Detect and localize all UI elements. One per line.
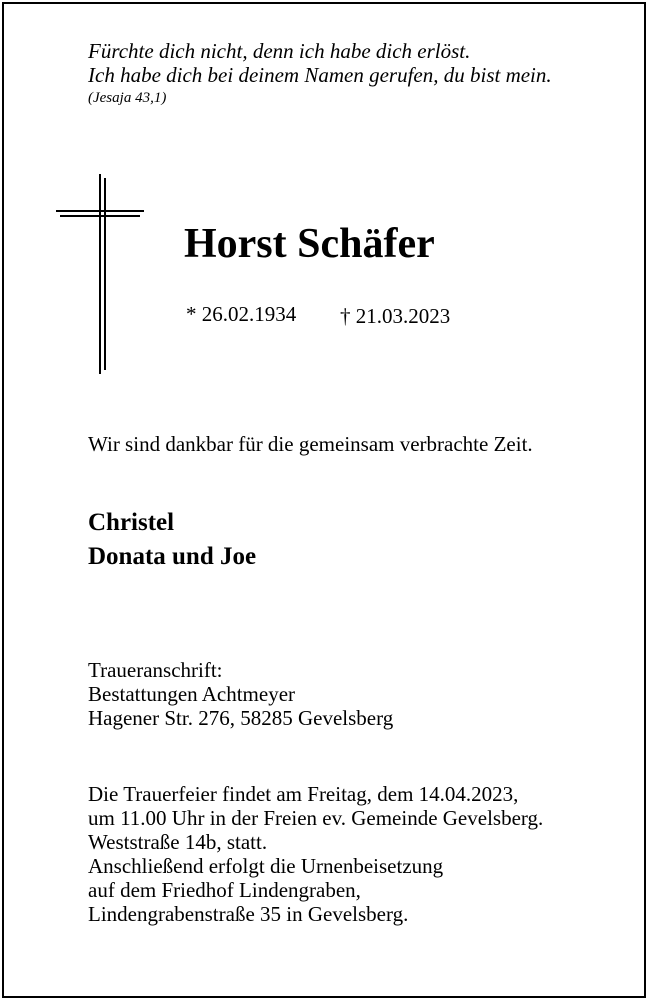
address-line: Hagener Str. 276, 58285 Gevelsberg — [88, 706, 394, 730]
family-names — [88, 506, 256, 574]
service-line: Weststraße 14b, statt. — [88, 830, 268, 854]
family-member: Donata und Joe — [88, 543, 257, 570]
service-line: Anschließend erfolgt die Urnenbeisetzung — [88, 854, 444, 878]
service-line: Die Trauerfeier findet am Freitag, dem 14.04.2023, — [88, 782, 519, 806]
address-line: Traueranschrift: — [88, 658, 223, 682]
cross-vertical-bar — [99, 174, 101, 374]
verse-line: Ich habe dich bei deinem Namen gerufen, du bist mein. — [88, 63, 552, 87]
birth-date: * 26.02.1934 — [186, 302, 297, 326]
cross-vertical-bar — [104, 178, 106, 370]
family-member: Christel — [88, 509, 175, 536]
mourning-address — [88, 658, 393, 730]
latin-cross-icon — [56, 174, 146, 374]
deceased-name: Horst Schäfer — [184, 221, 435, 267]
death-date: † 21.03.2023 — [340, 304, 451, 328]
service-line: auf dem Friedhof Lindengraben, — [88, 878, 361, 902]
thanks-text: Wir sind dankbar für die gemeinsam verbrachte Zeit. — [88, 432, 533, 456]
service-line: um 11.00 Uhr in der Freien ev. Gemeinde Gevelsberg. — [88, 806, 544, 830]
verse-reference: (Jesaja 43,1) — [88, 90, 167, 106]
cross-horizontal-bar — [60, 215, 140, 217]
bible-verse — [88, 39, 552, 87]
service-line: Lindengrabenstraße 35 in Gevelsberg. — [88, 902, 409, 926]
address-line: Bestattungen Achtmeyer — [88, 682, 296, 706]
verse-line: Fürchte dich nicht, denn ich habe dich erlöst. — [88, 39, 471, 63]
funeral-service-info — [88, 782, 543, 926]
cross-horizontal-bar — [56, 210, 144, 212]
